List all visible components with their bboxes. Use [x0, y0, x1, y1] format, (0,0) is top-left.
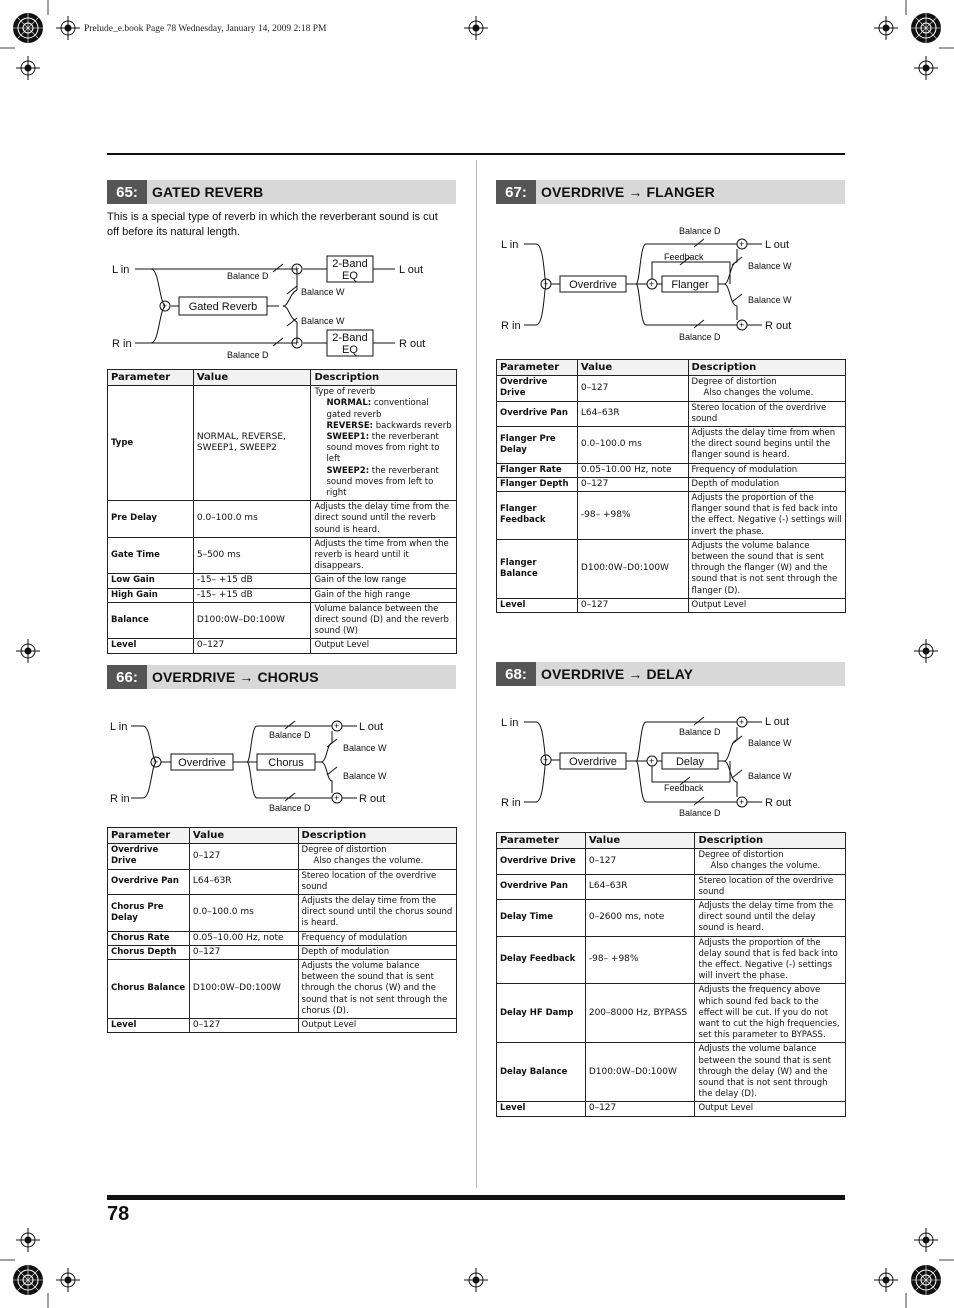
balance-w-label: Balance W: [748, 295, 792, 305]
overdrive-block: Overdrive: [178, 757, 226, 769]
svg-text:+: +: [739, 797, 745, 807]
svg-text:+: +: [543, 755, 549, 765]
header-description: Description: [298, 828, 456, 844]
balance-d-label: Balance D: [679, 727, 721, 737]
svg-text:+: +: [739, 320, 745, 330]
param-description: Gain of the high range: [311, 588, 457, 602]
section-66-param-table: [107, 827, 457, 1033]
section-65-intro: This is a special type of reverb in which the reverberant sound is cut off before its natural length.: [107, 211, 438, 238]
svg-text:+: +: [294, 264, 300, 274]
param-description: Stereo location of the overdrive sound: [298, 869, 456, 894]
param-description: Adjusts the proportion of the flanger sound that is fed back into the effect. Negative (-) settings will invert the phase.: [688, 492, 845, 540]
section-68-header: [496, 662, 845, 686]
param-description: Adjusts the delay time from the direct sound until the chorus sound is heard.: [298, 895, 456, 932]
param-description: Output Level: [695, 1102, 846, 1116]
l-in-label: L in: [501, 239, 519, 251]
table-row: [108, 895, 457, 932]
param-description: Adjusts the delay time from the direct sound until the reverb sound is heard.: [311, 501, 457, 538]
overdrive-block: Overdrive: [569, 756, 617, 768]
param-name: Overdrive Drive: [497, 376, 578, 401]
param-name: Overdrive Drive: [497, 849, 586, 874]
bottom-rule: [107, 1195, 845, 1200]
section-66-header: [107, 665, 456, 689]
table-row: [108, 588, 457, 602]
param-name: Low Gain: [108, 574, 194, 588]
param-description: Adjusts the frequency above which sound fed back to the effect will be cut. If you do not want to cut the high frequencies, set this parameter to BYPASS.: [695, 984, 846, 1043]
param-name: Pre Delay: [108, 501, 194, 538]
delay-block: Delay: [675, 756, 705, 768]
print-header: Prelude_e.book Page 78 Wednesday, January 14, 2009 2:18 PM: [84, 24, 327, 34]
balance-w-label: Balance W: [748, 738, 792, 748]
param-name: Flanger Balance: [497, 539, 578, 598]
param-value: 200–8000 Hz, BYPASS: [585, 984, 695, 1043]
section-67-param-table: [496, 359, 846, 613]
feedback-label: Feedback: [664, 252, 704, 262]
table-row: [497, 477, 846, 491]
eq-block-line1: 2-Band: [332, 258, 368, 270]
eq-block-line1: 2-Band: [332, 332, 368, 344]
section-67-header: [496, 180, 845, 204]
l-in-label: L in: [501, 717, 519, 729]
param-name: Delay HF Damp: [497, 984, 586, 1043]
param-value: 0–127: [189, 844, 298, 869]
header-parameter: Parameter: [108, 370, 194, 386]
header-value: Value: [577, 360, 688, 376]
table-header-row: [108, 370, 457, 386]
param-value: -15– +15 dB: [193, 574, 311, 588]
section-number: 65:: [107, 180, 147, 204]
l-in-label: L in: [110, 721, 128, 733]
header-parameter: Parameter: [497, 360, 578, 376]
header-parameter: Parameter: [108, 828, 190, 844]
param-value: 0–127: [577, 598, 688, 612]
svg-text:+: +: [294, 338, 300, 348]
l-out-label: L out: [359, 721, 384, 733]
table-row: [108, 574, 457, 588]
balance-w-label: Balance W: [301, 316, 345, 326]
param-value: 0–127: [577, 477, 688, 491]
param-value: 0–127: [585, 1102, 695, 1116]
table-row: [108, 945, 457, 959]
section-title: GATED REVERB: [152, 184, 264, 200]
r-out-label: R out: [399, 338, 426, 350]
svg-text:+: +: [739, 717, 745, 727]
param-name: Delay Time: [497, 900, 586, 937]
param-value: D100:0W–D0:100W: [193, 602, 311, 639]
header-description: Description: [311, 370, 457, 386]
svg-text:+: +: [162, 301, 168, 311]
param-description: Frequency of modulation: [688, 463, 845, 477]
param-description: Degree of distortion Also changes the volume.: [298, 844, 456, 869]
eq-block-line2: EQ: [342, 270, 358, 282]
section-title: OVERDRIVE → DELAY: [541, 666, 694, 682]
table-row: [108, 639, 457, 653]
section-65-header: [107, 180, 456, 204]
param-value: 0–127: [577, 376, 688, 401]
param-value: D100:0W–D0:100W: [189, 960, 298, 1019]
page-number: 78: [107, 1203, 130, 1225]
table-row: [108, 537, 457, 574]
balance-d-label: Balance D: [679, 332, 721, 342]
param-name: High Gain: [108, 588, 194, 602]
balance-d-label: Balance D: [679, 226, 721, 236]
gated-reverb-diagram: [107, 250, 457, 362]
param-value: 0.05–10.00 Hz, note: [577, 463, 688, 477]
svg-text:+: +: [649, 279, 655, 289]
table-row: [497, 376, 846, 401]
balance-w-label: Balance W: [748, 261, 792, 271]
section-title: OVERDRIVE → FLANGER: [541, 184, 715, 200]
l-out-label: L out: [399, 264, 424, 276]
param-name: Gate Time: [108, 537, 194, 574]
balance-w-label: Balance W: [748, 771, 792, 781]
param-description: Gain of the low range: [311, 574, 457, 588]
balance-d-label: Balance D: [227, 350, 269, 360]
param-description: Adjusts the proportion of the delay sound that is fed back into the effect. Negative (-) settings will invert the phase.: [695, 936, 846, 984]
table-row: [497, 492, 846, 540]
overdrive-delay-diagram: [496, 708, 846, 824]
type-option-sweep2: SWEEP2: the reverberant sound moves from left to right: [326, 465, 439, 499]
param-value: L64–63R: [585, 874, 695, 899]
param-value: 0–2600 ms, note: [585, 900, 695, 937]
header-value: Value: [585, 833, 695, 849]
balance-d-label: Balance D: [269, 730, 311, 740]
param-name: Balance: [108, 602, 194, 639]
param-description: Adjusts the volume balance between the sound that is sent through the delay (W) and the sound that is not sent through the delay (D).: [695, 1043, 846, 1102]
table-row: [497, 1102, 846, 1116]
r-out-label: R out: [359, 793, 386, 805]
table-row: [108, 869, 457, 894]
table-row: [108, 960, 457, 1019]
balance-d-label: Balance D: [227, 271, 269, 281]
svg-text:+: +: [649, 756, 655, 766]
param-value: NORMAL, REVERSE, SWEEP1, SWEEP2: [193, 386, 311, 501]
section-number: 68:: [496, 662, 536, 686]
param-name: Level: [108, 1019, 190, 1033]
balance-w-label: Balance W: [301, 287, 345, 297]
param-name: Overdrive Drive: [108, 844, 190, 869]
l-out-label: L out: [765, 239, 790, 251]
top-rule: [107, 153, 845, 155]
table-header-row: [108, 828, 457, 844]
param-value: 0.0–100.0 ms: [193, 501, 311, 538]
header-description: Description: [688, 360, 845, 376]
param-name: Chorus Balance: [108, 960, 190, 1019]
overdrive-flanger-diagram: [496, 222, 846, 344]
param-description: Depth of modulation: [298, 945, 456, 959]
r-in-label: R in: [110, 793, 130, 805]
r-out-label: R out: [765, 797, 792, 809]
r-in-label: R in: [501, 320, 521, 332]
svg-text:+: +: [153, 757, 159, 767]
param-name: Delay Balance: [497, 1043, 586, 1102]
table-header-row: [497, 833, 846, 849]
section-number: 66:: [107, 665, 147, 689]
type-intro: Type of reverb: [314, 387, 376, 398]
param-description: Degree of distortion Also changes the volume.: [695, 849, 846, 874]
column-divider: [476, 160, 477, 1188]
table-row: [108, 931, 457, 945]
param-name: Flanger Pre Delay: [497, 427, 578, 464]
param-value: -15– +15 dB: [193, 588, 311, 602]
param-name: Level: [108, 639, 194, 653]
param-value: 0–127: [193, 639, 311, 653]
param-description: Stereo location of the overdrive sound: [688, 401, 845, 426]
table-row: [108, 844, 457, 869]
param-value: -98– +98%: [585, 936, 695, 984]
param-description: Volume balance between the direct sound (D) and the reverb sound (W): [311, 602, 457, 639]
param-description: Output Level: [688, 598, 845, 612]
param-description: Adjusts the volume balance between the sound that is sent through the chorus (W) and the sound that is not sent through the chorus (D).: [298, 960, 456, 1019]
table-row: [497, 427, 846, 464]
table-row: [497, 1043, 846, 1102]
header-value: Value: [189, 828, 298, 844]
param-value: 0.0–100.0 ms: [577, 427, 688, 464]
param-value: L64–63R: [577, 401, 688, 426]
param-value: 0–127: [585, 849, 695, 874]
overdrive-chorus-diagram: [107, 713, 457, 817]
balance-w-label: Balance W: [343, 743, 387, 753]
param-name: Flanger Feedback: [497, 492, 578, 540]
table-row: [497, 984, 846, 1043]
svg-text:+: +: [543, 279, 549, 289]
param-description: Output Level: [298, 1019, 456, 1033]
table-row: [108, 602, 457, 639]
param-name: Flanger Rate: [497, 463, 578, 477]
type-option-sweep1: SWEEP1: the reverberant sound moves from right to left: [326, 432, 440, 465]
param-name: Chorus Depth: [108, 945, 190, 959]
gated-reverb-block: Gated Reverb: [188, 301, 258, 313]
param-name: Delay Feedback: [497, 936, 586, 984]
table-row: [497, 463, 846, 477]
balance-d-label: Balance D: [269, 803, 311, 813]
param-description: Output Level: [311, 639, 457, 653]
param-description: Adjusts the volume balance between the sound that is sent through the flanger (W) and the sound that is not sent through the flanger (D).: [688, 539, 845, 598]
param-description: Adjusts the delay time from the direct sound until the delay sound is heard.: [695, 900, 846, 937]
param-value: 0–127: [189, 945, 298, 959]
param-value: L64–63R: [189, 869, 298, 894]
table-row: [497, 401, 846, 426]
param-value: 0.0–100.0 ms: [189, 895, 298, 932]
param-name: Chorus Rate: [108, 931, 190, 945]
section-68-param-table: [496, 832, 846, 1117]
table-row: [497, 936, 846, 984]
r-out-label: R out: [765, 320, 792, 332]
svg-text:+: +: [334, 793, 340, 803]
table-row: [497, 849, 846, 874]
param-value: 0.05–10.00 Hz, note: [189, 931, 298, 945]
param-name: Type: [108, 386, 194, 501]
eq-block-line2: EQ: [342, 344, 358, 356]
table-row: [108, 1019, 457, 1033]
header-parameter: Parameter: [497, 833, 586, 849]
param-value: D100:0W–D0:100W: [585, 1043, 695, 1102]
param-value: -98– +98%: [577, 492, 688, 540]
table-row: [108, 501, 457, 538]
table-row: [497, 598, 846, 612]
header-description: Description: [695, 833, 846, 849]
r-in-label: R in: [112, 338, 132, 350]
section-number: 67:: [496, 180, 536, 204]
table-row: [108, 386, 457, 501]
table-row: [497, 900, 846, 937]
param-name: Overdrive Pan: [108, 869, 190, 894]
type-option-normal: NORMAL: conventional gated reverb: [326, 398, 429, 420]
header-value: Value: [193, 370, 311, 386]
param-description: [311, 386, 457, 501]
chorus-block: Chorus: [268, 757, 304, 769]
type-option-reverse: REVERSE: backwards reverb: [326, 420, 452, 431]
flanger-block: Flanger: [671, 279, 709, 291]
param-name: Overdrive Pan: [497, 874, 586, 899]
svg-text:+: +: [334, 721, 340, 731]
svg-text:+: +: [739, 239, 745, 249]
balance-d-label: Balance D: [679, 808, 721, 818]
param-description: Adjusts the time from when the reverb is heard until it disappears.: [311, 537, 457, 574]
l-out-label: L out: [765, 716, 790, 728]
balance-w-label: Balance W: [343, 771, 387, 781]
table-row: [497, 874, 846, 899]
param-description: Stereo location of the overdrive sound: [695, 874, 846, 899]
param-name: Flanger Depth: [497, 477, 578, 491]
param-description: Degree of distortion Also changes the volume.: [688, 376, 845, 401]
l-in-label: L in: [112, 264, 130, 276]
r-in-label: R in: [501, 797, 521, 809]
table-header-row: [497, 360, 846, 376]
param-description: Depth of modulation: [688, 477, 845, 491]
section-title: OVERDRIVE → CHORUS: [152, 669, 319, 685]
param-name: Overdrive Pan: [497, 401, 578, 426]
param-value: D100:0W–D0:100W: [577, 539, 688, 598]
param-value: 5–500 ms: [193, 537, 311, 574]
param-value: 0–127: [189, 1019, 298, 1033]
param-description: Adjusts the delay time from when the direct sound begins until the flanger sound is heard.: [688, 427, 845, 464]
overdrive-block: Overdrive: [569, 279, 617, 291]
param-name: Chorus Pre Delay: [108, 895, 190, 932]
table-row: [497, 539, 846, 598]
feedback-label: Feedback: [664, 783, 704, 793]
param-name: Level: [497, 598, 578, 612]
section-65-param-table: [107, 369, 457, 654]
param-name: Level: [497, 1102, 586, 1116]
param-description: Frequency of modulation: [298, 931, 456, 945]
